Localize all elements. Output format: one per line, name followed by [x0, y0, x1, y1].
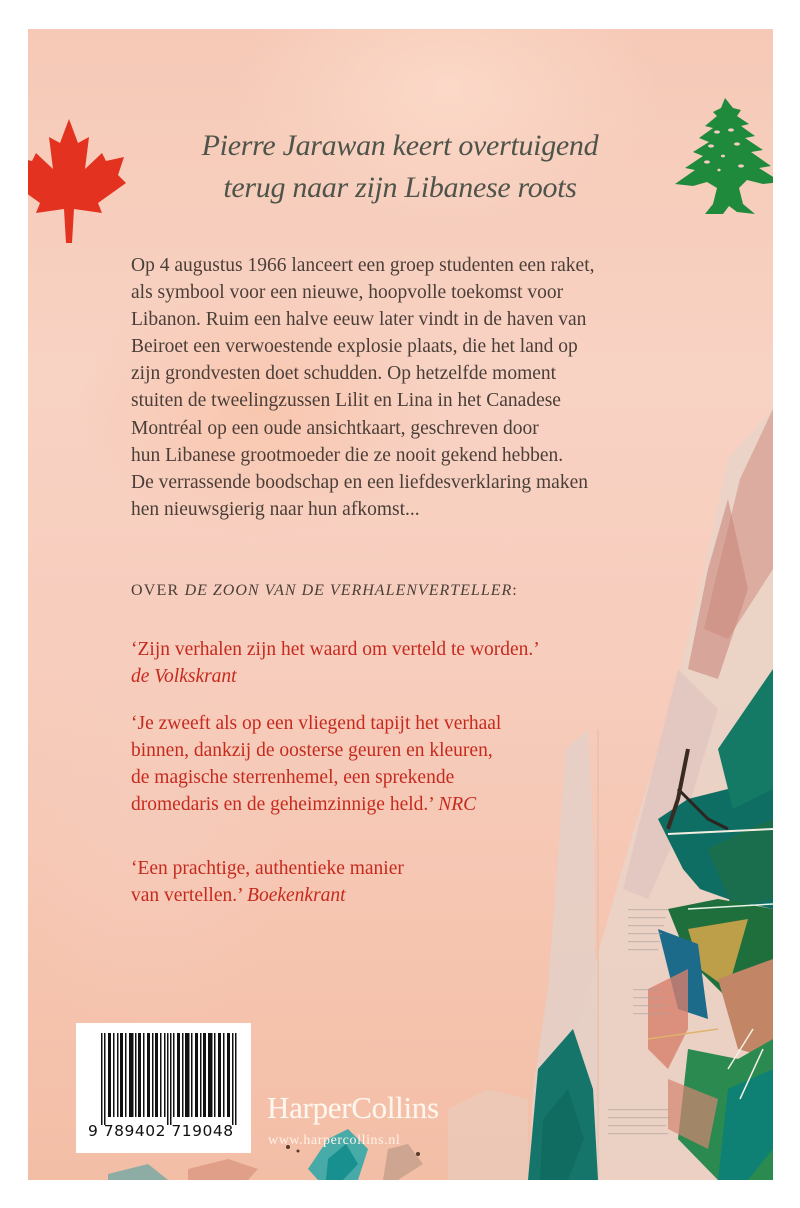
- tagline-line: Pierre Jarawan keert overtuigend: [201, 129, 599, 162]
- blurb-line: stuiten de tweelingzussen Lilit en Lina in het Canadese: [131, 390, 561, 412]
- quote-text: ‘Een prachtige, authentieke manier: [131, 858, 404, 879]
- quote-source: de Volkskrant: [131, 666, 237, 688]
- quote-text: ‘Je zweeft als op een vliegend tapijt het verhaal: [131, 713, 502, 734]
- quote-text: binnen, dankzij de oosterse geuren en kleuren,: [131, 740, 493, 762]
- reviews-heading: [131, 582, 518, 600]
- quote-text: ‘Zijn verhalen zijn het waard om verteld te worden.’: [131, 639, 540, 660]
- maple-leaf-icon: [28, 117, 128, 245]
- isbn-barcode: [76, 1023, 251, 1153]
- quote-text: de magische sterrenhemel, een sprekende: [131, 767, 455, 789]
- blurb-line: Montréal op een oude ansichtkaart, geschreven door: [131, 417, 539, 439]
- blurb-paragraph: [131, 252, 671, 523]
- review-quote-2: [131, 710, 651, 818]
- blurb-line: Libanon. Ruim een halve eeuw later vindt in de haven van: [131, 309, 587, 331]
- review-quote-1: [131, 636, 651, 690]
- blurb-line: De verrassende boodschap en een liefdesverklaring maken: [131, 471, 588, 493]
- reviews-heading-prefix: OVER: [131, 582, 185, 599]
- quote-source: NRC: [438, 794, 477, 816]
- tagline-line: terug naar zijn Libanese roots: [223, 171, 577, 204]
- quote-text: van vertellen.’: [131, 885, 248, 907]
- quote-text: dromedaris en de geheimzinnige held.’: [131, 794, 439, 816]
- blurb-line: hun Libanese grootmoeder die ze nooit gekend hebben.: [131, 444, 564, 466]
- tagline: [150, 125, 650, 209]
- blurb-line: Op 4 augustus 1966 lanceert een groep studenten een raket,: [131, 255, 595, 276]
- blurb-line: hen nieuwsgierig naar hun afkomst...: [131, 498, 420, 520]
- barcode-bars-icon: [101, 1033, 239, 1125]
- blurb-line: Beiroet een verwoestende explosie plaats, die het land op: [131, 336, 578, 358]
- blurb-line: zijn grondvesten doet schudden. Op hetzelfde moment: [131, 363, 557, 385]
- isbn-number: 9 789402 719048: [88, 1122, 234, 1140]
- cedar-tree-icon: [667, 96, 773, 218]
- reviewed-book-title: DE ZOON VAN DE VERHALENVERTELLER: [184, 582, 513, 599]
- publisher-logo: HarperCollins: [267, 1090, 439, 1125]
- blurb-line: als symbool voor een nieuwe, hoopvolle toekomst voor: [131, 282, 564, 304]
- quote-source: Boekenkrant: [247, 885, 346, 907]
- reviews-heading-suffix: :: [512, 582, 518, 599]
- book-back-cover: [28, 29, 773, 1180]
- publisher-website: www.harpercollins.nl: [268, 1133, 401, 1148]
- review-quote-3: [131, 855, 651, 909]
